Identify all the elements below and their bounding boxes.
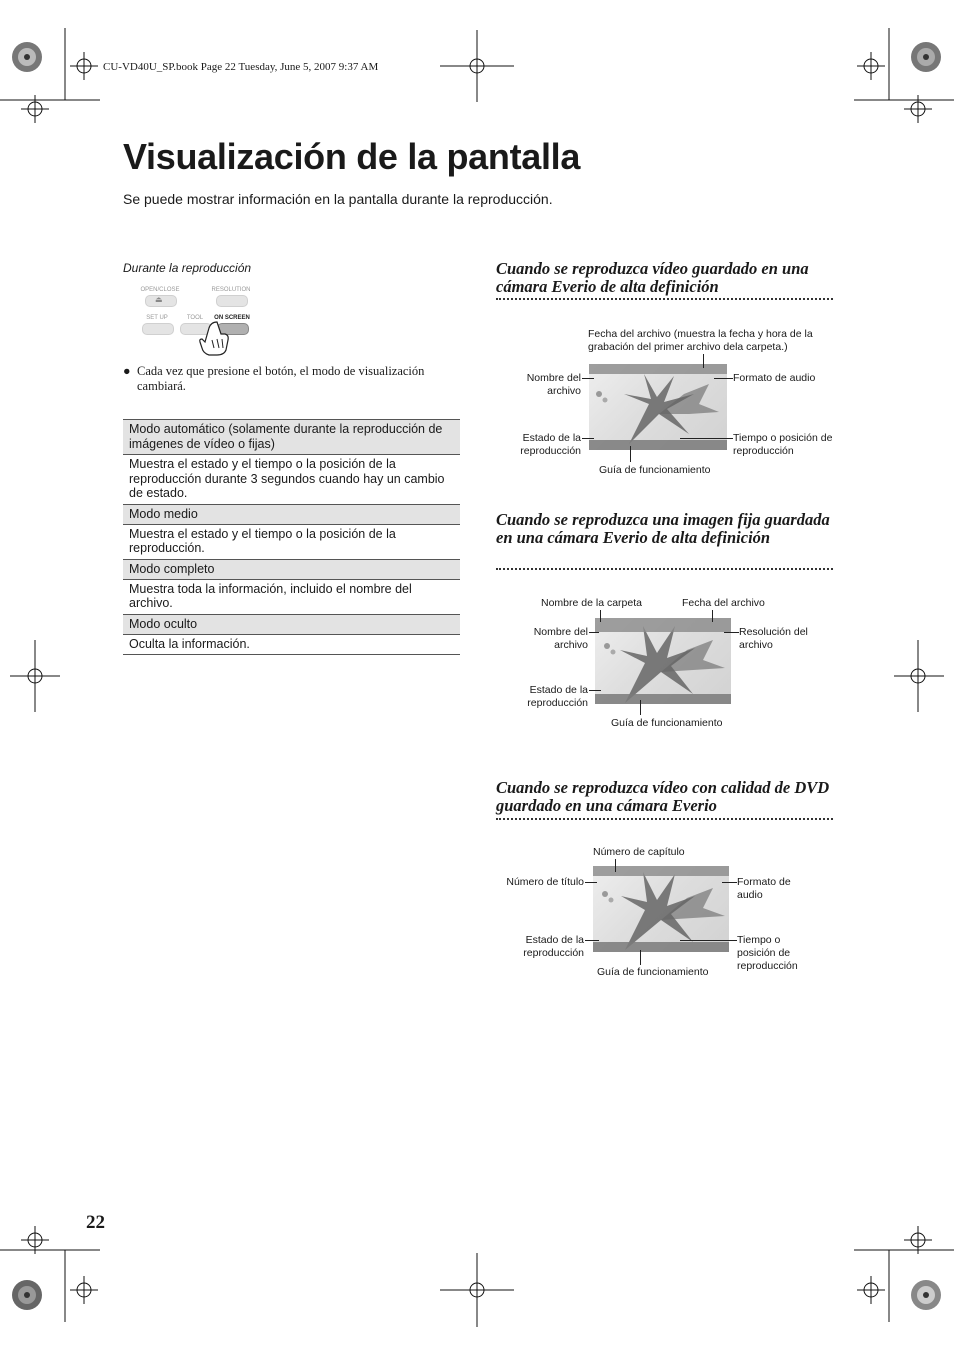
screen-info-bar <box>593 866 729 876</box>
label-carpeta: Nombre de la carpeta <box>541 597 642 609</box>
mode-description: Muestra toda la información, incluido el nombre del archivo. <box>123 580 460 615</box>
page-title: Visualización de la pantalla <box>123 136 581 177</box>
leader-line <box>680 940 737 941</box>
leader-line <box>630 446 631 462</box>
label-guia: Guía de funcionamiento <box>597 966 709 978</box>
mode-name: Modo automático (solamente durante la reproducción de imágenes de vídeo o fijas) <box>123 420 460 455</box>
mode-description: Muestra el estado y el tiempo o la posición de la reproducción. <box>123 525 460 560</box>
mode-name: Modo completo <box>123 560 460 580</box>
bullet-note-text: Cada vez que presione el botón, el modo de visualización cambiará. <box>137 364 425 393</box>
leader-line <box>714 378 733 379</box>
leader-line <box>640 700 641 715</box>
leader-line <box>722 882 737 883</box>
label-estado: Estado de la reproducción <box>527 684 588 709</box>
bullet-icon: ● <box>123 364 131 378</box>
resolution-label: RESOLUTION <box>211 287 251 293</box>
leader-line <box>582 378 594 379</box>
leader-line <box>680 438 733 439</box>
label-formato: Formato de audio <box>737 876 791 901</box>
leader-line <box>724 632 739 633</box>
label-tiempo: Tiempo o posición de reproducción <box>733 432 833 457</box>
page-number: 22 <box>86 1212 105 1233</box>
leader-line <box>582 438 594 439</box>
section-title: Cuando se reproduzca vídeo con calidad de DVD guardado en una cámara Everio <box>496 778 830 815</box>
screen-preview <box>595 618 731 704</box>
eject-icon: ⏏ <box>155 295 163 304</box>
label-capitulo: Número de capítulo <box>593 846 685 858</box>
label-estado: Estado de la reproducción <box>523 934 584 959</box>
mode-name: Modo oculto <box>123 615 460 635</box>
label-titulo: Número de título <box>506 876 584 888</box>
on-screen-label: ON SCREEN <box>214 315 250 321</box>
mode-description: Muestra el estado y el tiempo o la posición de la reproducción durante 3 segundos cuando hay un cambio de estado. <box>123 455 460 505</box>
label-fecha: Fecha del archivo <box>682 597 765 609</box>
leader-line <box>585 940 599 941</box>
screen-status-bar <box>593 942 729 952</box>
setup-label: SET UP <box>146 315 168 321</box>
leader-line <box>600 610 601 622</box>
leader-line <box>615 859 616 872</box>
leader-line <box>640 950 641 965</box>
pointing-hand-icon <box>195 318 235 358</box>
open-close-label: OPEN/CLOSE <box>140 287 180 293</box>
mode-description: Oculta la información. <box>123 635 460 656</box>
setup-button <box>142 323 174 335</box>
screen-status-bar <box>595 694 731 704</box>
label-formato: Formato de audio <box>733 372 816 384</box>
remote-illustration <box>120 280 270 360</box>
remote-caption: Durante la reproducción <box>123 261 252 275</box>
leader-line <box>585 882 597 883</box>
section-title: Cuando se reproduzca una imagen fija guardada en una cámara Everio de alta definición <box>496 510 830 547</box>
section-title: Cuando se reproduzca vídeo guardado en una cámara Everio de alta definición <box>496 259 809 296</box>
modes-table <box>123 419 460 655</box>
screen-info-bar <box>595 618 731 632</box>
leader-line <box>589 632 599 633</box>
label-guia: Guía de funcionamiento <box>599 464 711 476</box>
resolution-button <box>216 295 248 307</box>
label-guia: Guía de funcionamiento <box>611 717 723 729</box>
screen-status-bar <box>589 440 727 450</box>
label-estado: Estado de la reproducción <box>520 432 581 457</box>
leader-line <box>589 690 601 691</box>
print-header: CU-VD40U_SP.book Page 22 Tuesday, June 5, 2007 9:37 AM <box>103 61 379 73</box>
screen-info-bar <box>589 364 727 374</box>
dotted-divider <box>496 818 833 820</box>
label-nombre: Nombre del archivo <box>533 626 588 651</box>
leader-line <box>703 354 704 368</box>
label-nombre: Nombre del archivo <box>526 372 581 397</box>
dotted-divider <box>496 568 833 570</box>
bullet-note <box>123 364 463 394</box>
tool-label: TOOL <box>186 315 204 321</box>
dotted-divider <box>496 298 833 300</box>
label-tiempo: Tiempo o posición de reproducción <box>737 934 798 972</box>
leader-line <box>712 610 713 622</box>
page-subtitle: Se puede mostrar información en la pantalla durante la reproducción. <box>123 191 553 207</box>
mode-name: Modo medio <box>123 505 460 525</box>
label-resolucion: Resolución del archivo <box>739 626 808 651</box>
label-fecha: Fecha del archivo (muestra la fecha y hora de la grabación del primer archivo dela carpeta.) <box>588 328 813 353</box>
